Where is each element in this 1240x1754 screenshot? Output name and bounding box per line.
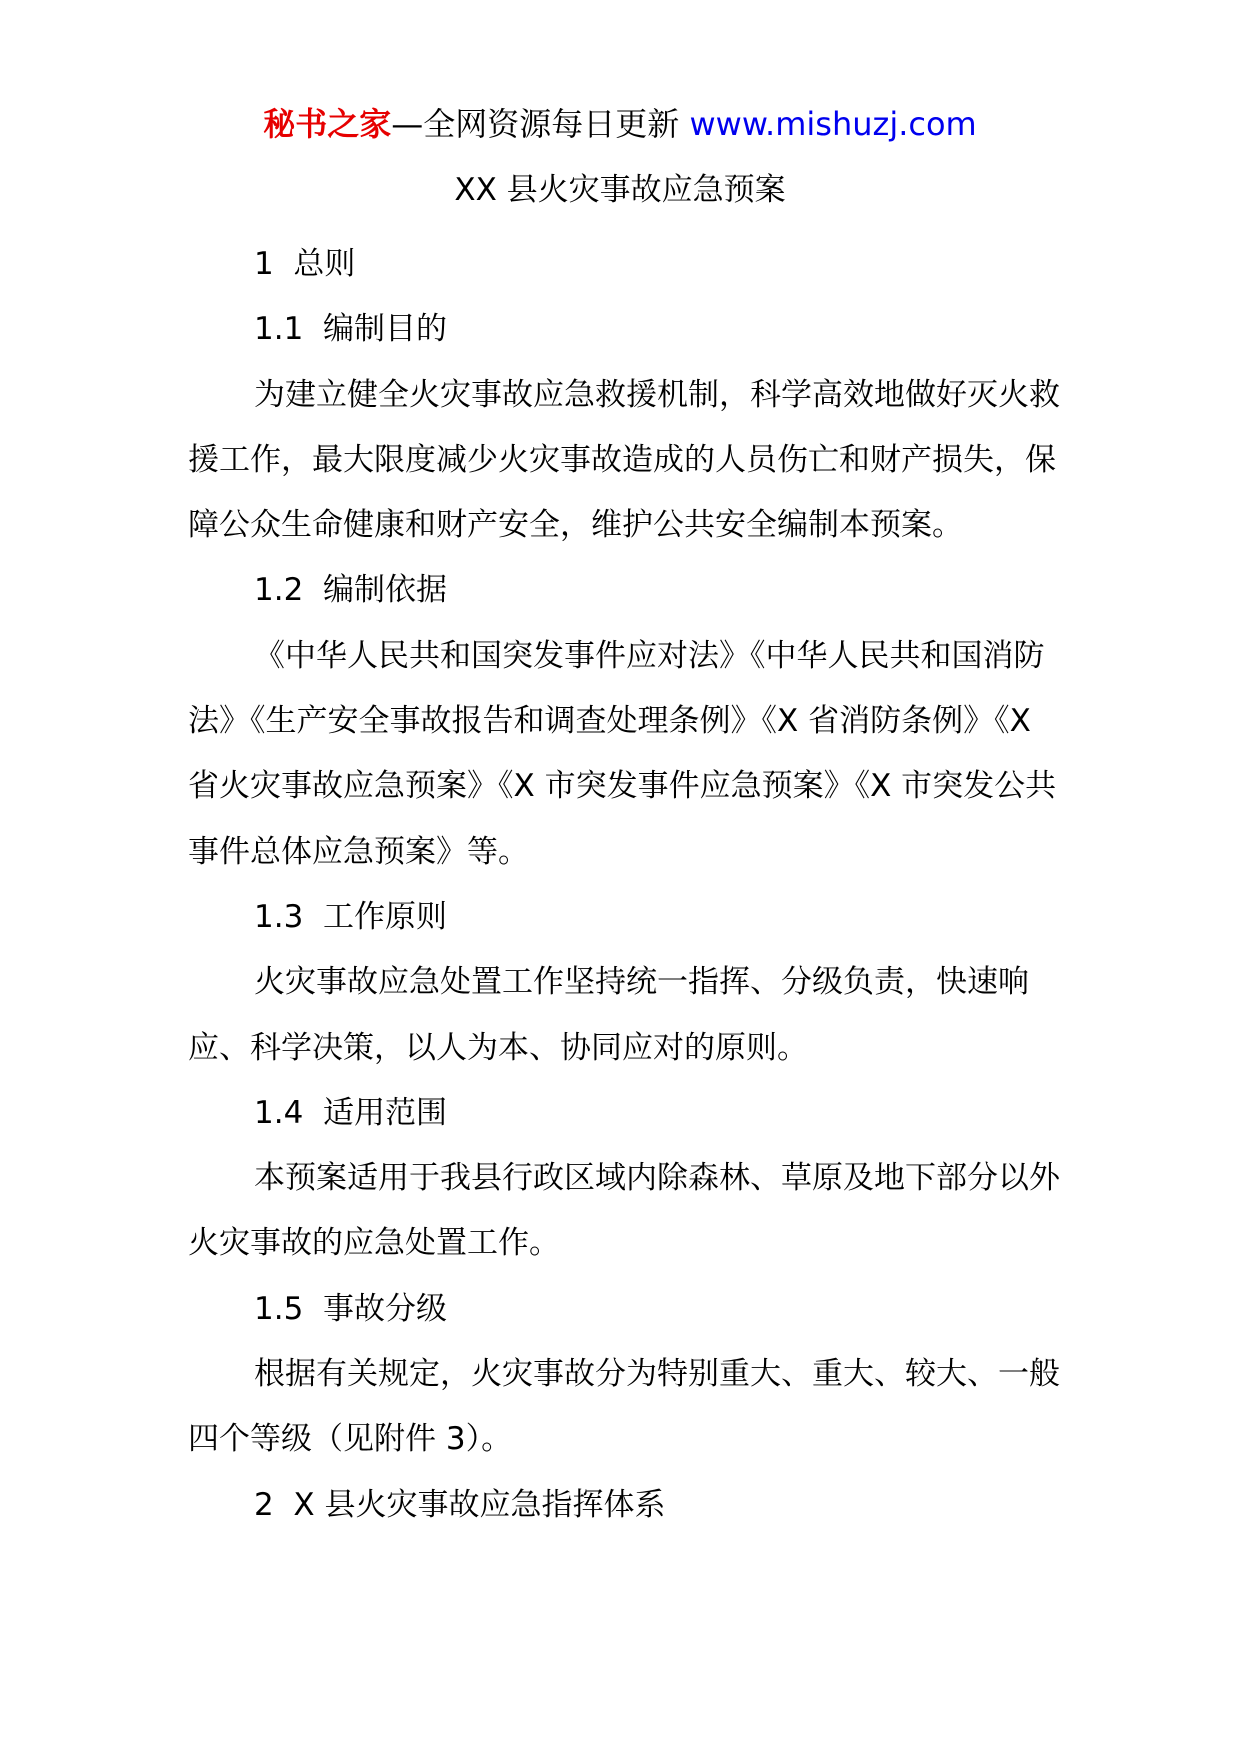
section-heading: 1.5 事故分级 bbox=[254, 1290, 448, 1327]
site-link[interactable]: www.mishuzj.com bbox=[689, 105, 977, 143]
section-heading: 1.1 编制目的 bbox=[254, 311, 448, 348]
site-header bbox=[0, 100, 1240, 148]
header-tagline: —全网资源每日更新 bbox=[391, 105, 690, 143]
section-heading: 2 X 县火灾事故应急指挥体系 bbox=[254, 1486, 666, 1523]
document-body bbox=[188, 232, 1068, 1538]
paragraph: 为建立健全火灾事故应急救援机制，科学高效地做好灭火救援工作，最大限度减少火灾事故造成的人员伤亡和财产损失，保障公众生命健康和财产安全，维护公共安全编制本预案。 bbox=[188, 376, 1060, 544]
section-heading: 1.3 工作原则 bbox=[254, 898, 448, 935]
paragraph: 本预案适用于我县行政区域内除森林、草原及地下部分以外火灾事故的应急处置工作。 bbox=[188, 1160, 1060, 1262]
paragraph: 《中华人民共和国突发事件应对法》《中华人民共和国消防法》《生产安全事故报告和调查处理条例》《X 省消防条例》《X 省火灾事故应急预案》《X 市突发事件应急预案》《X 市突发公共事件总体应急预案》等。 bbox=[188, 637, 1057, 870]
paragraph: 火灾事故应急处置工作坚持统一指挥、分级负责，快速响应、科学决策，以人为本、协同应对的原则。 bbox=[188, 964, 1029, 1066]
section-heading: 1.4 适用范围 bbox=[254, 1094, 448, 1131]
section-heading: 1 总则 bbox=[254, 246, 356, 282]
document-title: XX 县火灾事故应急预案 bbox=[454, 172, 786, 208]
section-heading: 1.2 编制依据 bbox=[254, 572, 448, 609]
paragraph: 根据有关规定，火灾事故分为特别重大、重大、较大、一般四个等级（见附件 3）。 bbox=[188, 1356, 1060, 1458]
brand-name: 秘书之家 bbox=[263, 105, 392, 143]
